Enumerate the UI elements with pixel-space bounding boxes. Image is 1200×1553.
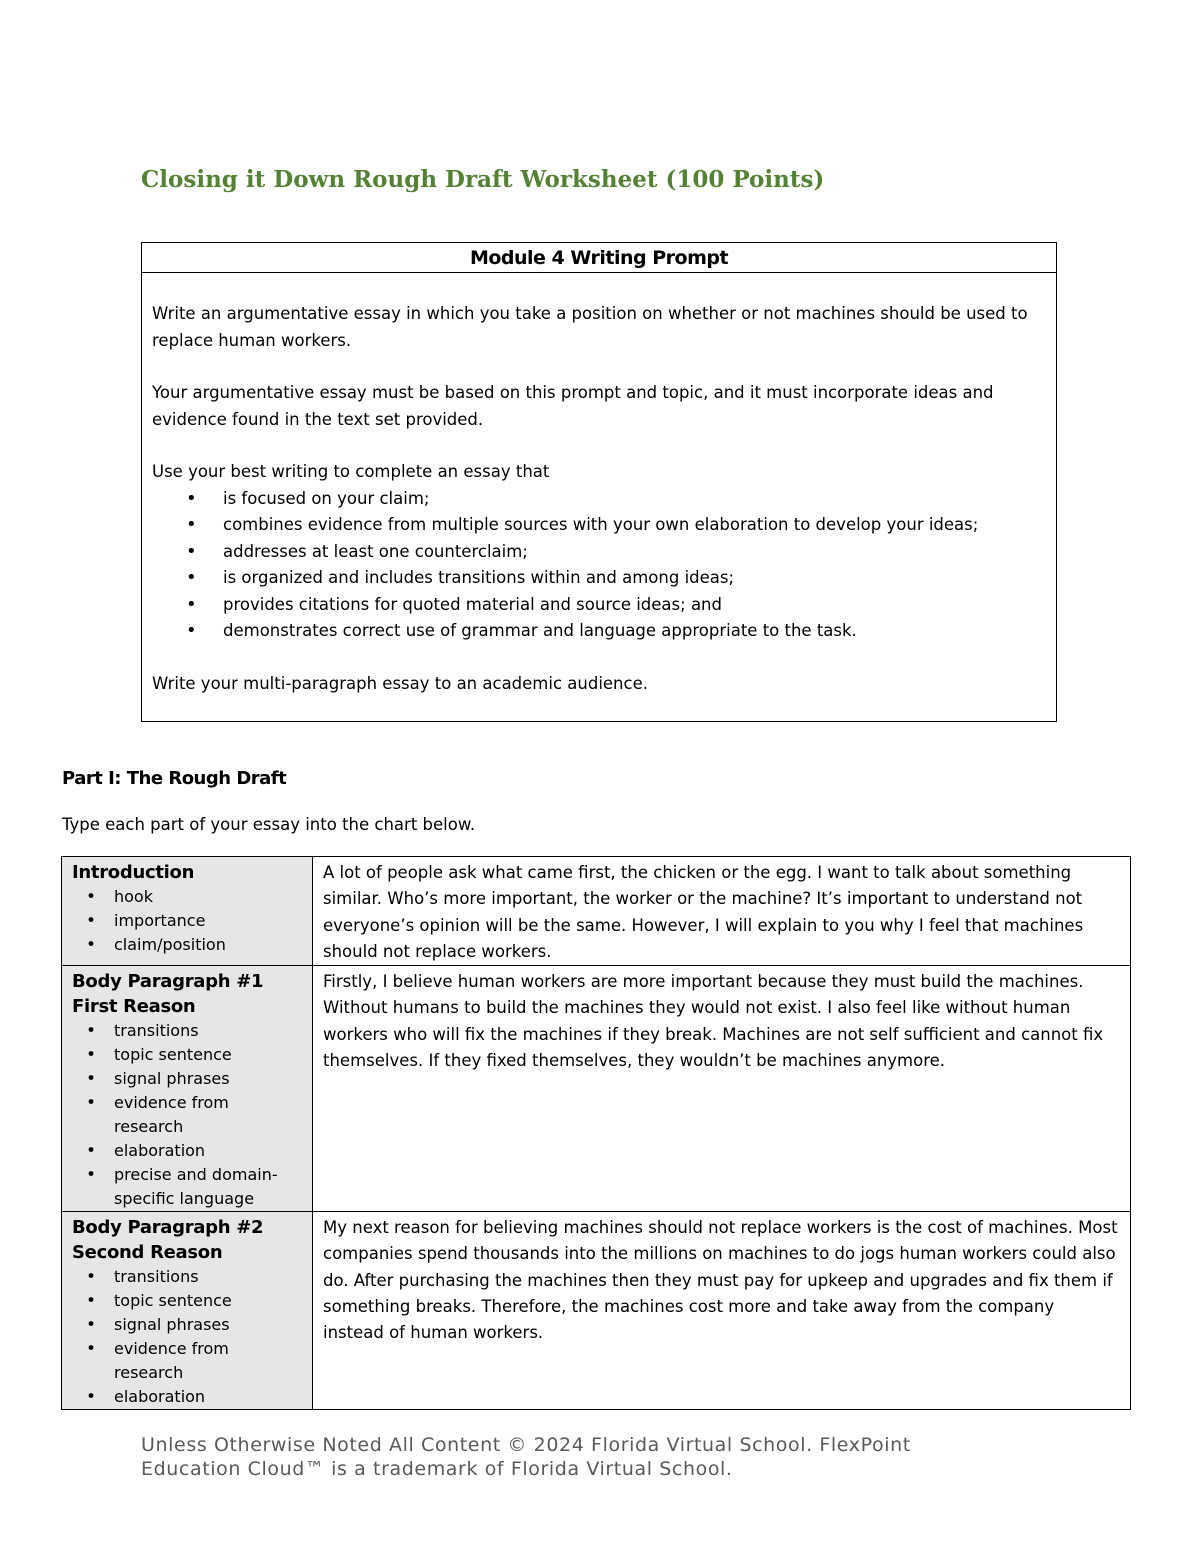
- prompt-lead: Use your best writing to complete an essay that: [152, 462, 550, 481]
- table-row: [62, 1212, 1131, 1410]
- table-row: [62, 857, 1131, 966]
- section-label-cell: [62, 857, 313, 966]
- criteria-item: • transitions: [72, 1019, 302, 1043]
- criteria-list: [72, 1265, 302, 1409]
- body-paragraph-1-text-cell[interactable]: Firstly, I believe human workers are more important because they must build the machines. Without humans to build the machines they would not exist. I also feel like without human workers who will fix the machines if they break. Machines are not self sufficient and cannot fix themselves. If they fixed themselves, they wouldn’t be machines anymore.: [313, 966, 1131, 1212]
- part-title: Part I: The Rough Draft: [62, 768, 287, 789]
- footer-line: Education Cloud™ is a trademark of Florida Virtual School.: [141, 1458, 733, 1480]
- criteria-item: • elaboration: [72, 1385, 302, 1409]
- criteria-item: • transitions: [72, 1265, 302, 1289]
- criteria-list: [72, 885, 302, 957]
- prompt-closing: Write your multi-paragraph essay to an academic audience.: [152, 673, 648, 693]
- prompt-bullet: • is focused on your claim;: [152, 486, 1046, 513]
- criteria-list: [72, 1019, 302, 1211]
- criteria-item: • signal phrases: [72, 1067, 302, 1091]
- section-title: Body Paragraph #2: [72, 1217, 264, 1239]
- prompt-body: [142, 273, 1056, 697]
- writing-prompt-box: [141, 242, 1057, 722]
- prompt-bullet: • provides citations for quoted material and source ideas; and: [152, 592, 1046, 619]
- section-subtitle: First Reason: [72, 996, 196, 1018]
- footer-line: Unless Otherwise Noted All Content © 2024 Florida Virtual School. FlexPoint: [141, 1434, 911, 1456]
- prompt-bullet: • combines evidence from multiple sources with your own elaboration to develop your ideas;: [152, 512, 1046, 539]
- section-label-cell: [62, 966, 313, 1212]
- criteria-item: • topic sentence: [72, 1289, 302, 1313]
- criteria-item: • evidence from research: [72, 1091, 302, 1139]
- criteria-item: • elaboration: [72, 1139, 302, 1163]
- prompt-bullet: • addresses at least one counterclaim;: [152, 539, 1046, 566]
- prompt-bullet-list: [152, 486, 1046, 645]
- section-label-cell: [62, 1212, 313, 1410]
- section-title: Introduction: [72, 862, 195, 883]
- criteria-item: • claim/position: [72, 933, 302, 957]
- prompt-heading: Module 4 Writing Prompt: [142, 243, 1056, 273]
- criteria-item: • importance: [72, 909, 302, 933]
- criteria-item: • signal phrases: [72, 1313, 302, 1337]
- criteria-item: • topic sentence: [72, 1043, 302, 1067]
- section-title: Body Paragraph #1: [72, 971, 264, 993]
- table-row: [62, 966, 1131, 1212]
- section-subtitle: Second Reason: [72, 1242, 223, 1264]
- criteria-item: • evidence from research: [72, 1337, 302, 1385]
- introduction-text-cell[interactable]: A lot of people ask what came first, the chicken or the egg. I want to talk about something similar. Who’s more important, the worker or the machine? It’s important to understand not everyone’s opinion will be the same. However, I will explain to you why I feel that machines should not replace workers.: [313, 857, 1131, 966]
- prompt-paragraph: Your argumentative essay must be based on this prompt and topic, and it must incorporate ideas and evidence found in the text set provided.: [152, 383, 994, 429]
- body-paragraph-2-text-cell[interactable]: My next reason for believing machines should not replace workers is the cost of machines. Most companies spend thousands into the millions on machines to do jogs human workers could also do. After purchasing the machines then they must pay for upkeep and upgrades and fix them if something breaks. Therefore, the machines cost more and take away from the company instead of human workers.: [313, 1212, 1131, 1410]
- worksheet-title: Closing it Down Rough Draft Worksheet (100 Points): [141, 166, 825, 193]
- prompt-bullet: • is organized and includes transitions within and among ideas;: [152, 565, 1046, 592]
- essay-chart: [61, 856, 1131, 1410]
- copyright-footer: [141, 1433, 911, 1481]
- prompt-paragraph: Write an argumentative essay in which you take a position on whether or not machines should be used to replace human workers.: [152, 304, 1028, 350]
- criteria-item: • hook: [72, 885, 302, 909]
- criteria-item: • precise and domain-specific language: [72, 1163, 302, 1211]
- part-instruction: Type each part of your essay into the chart below.: [62, 815, 476, 834]
- prompt-bullet: • demonstrates correct use of grammar and language appropriate to the task.: [152, 618, 1046, 645]
